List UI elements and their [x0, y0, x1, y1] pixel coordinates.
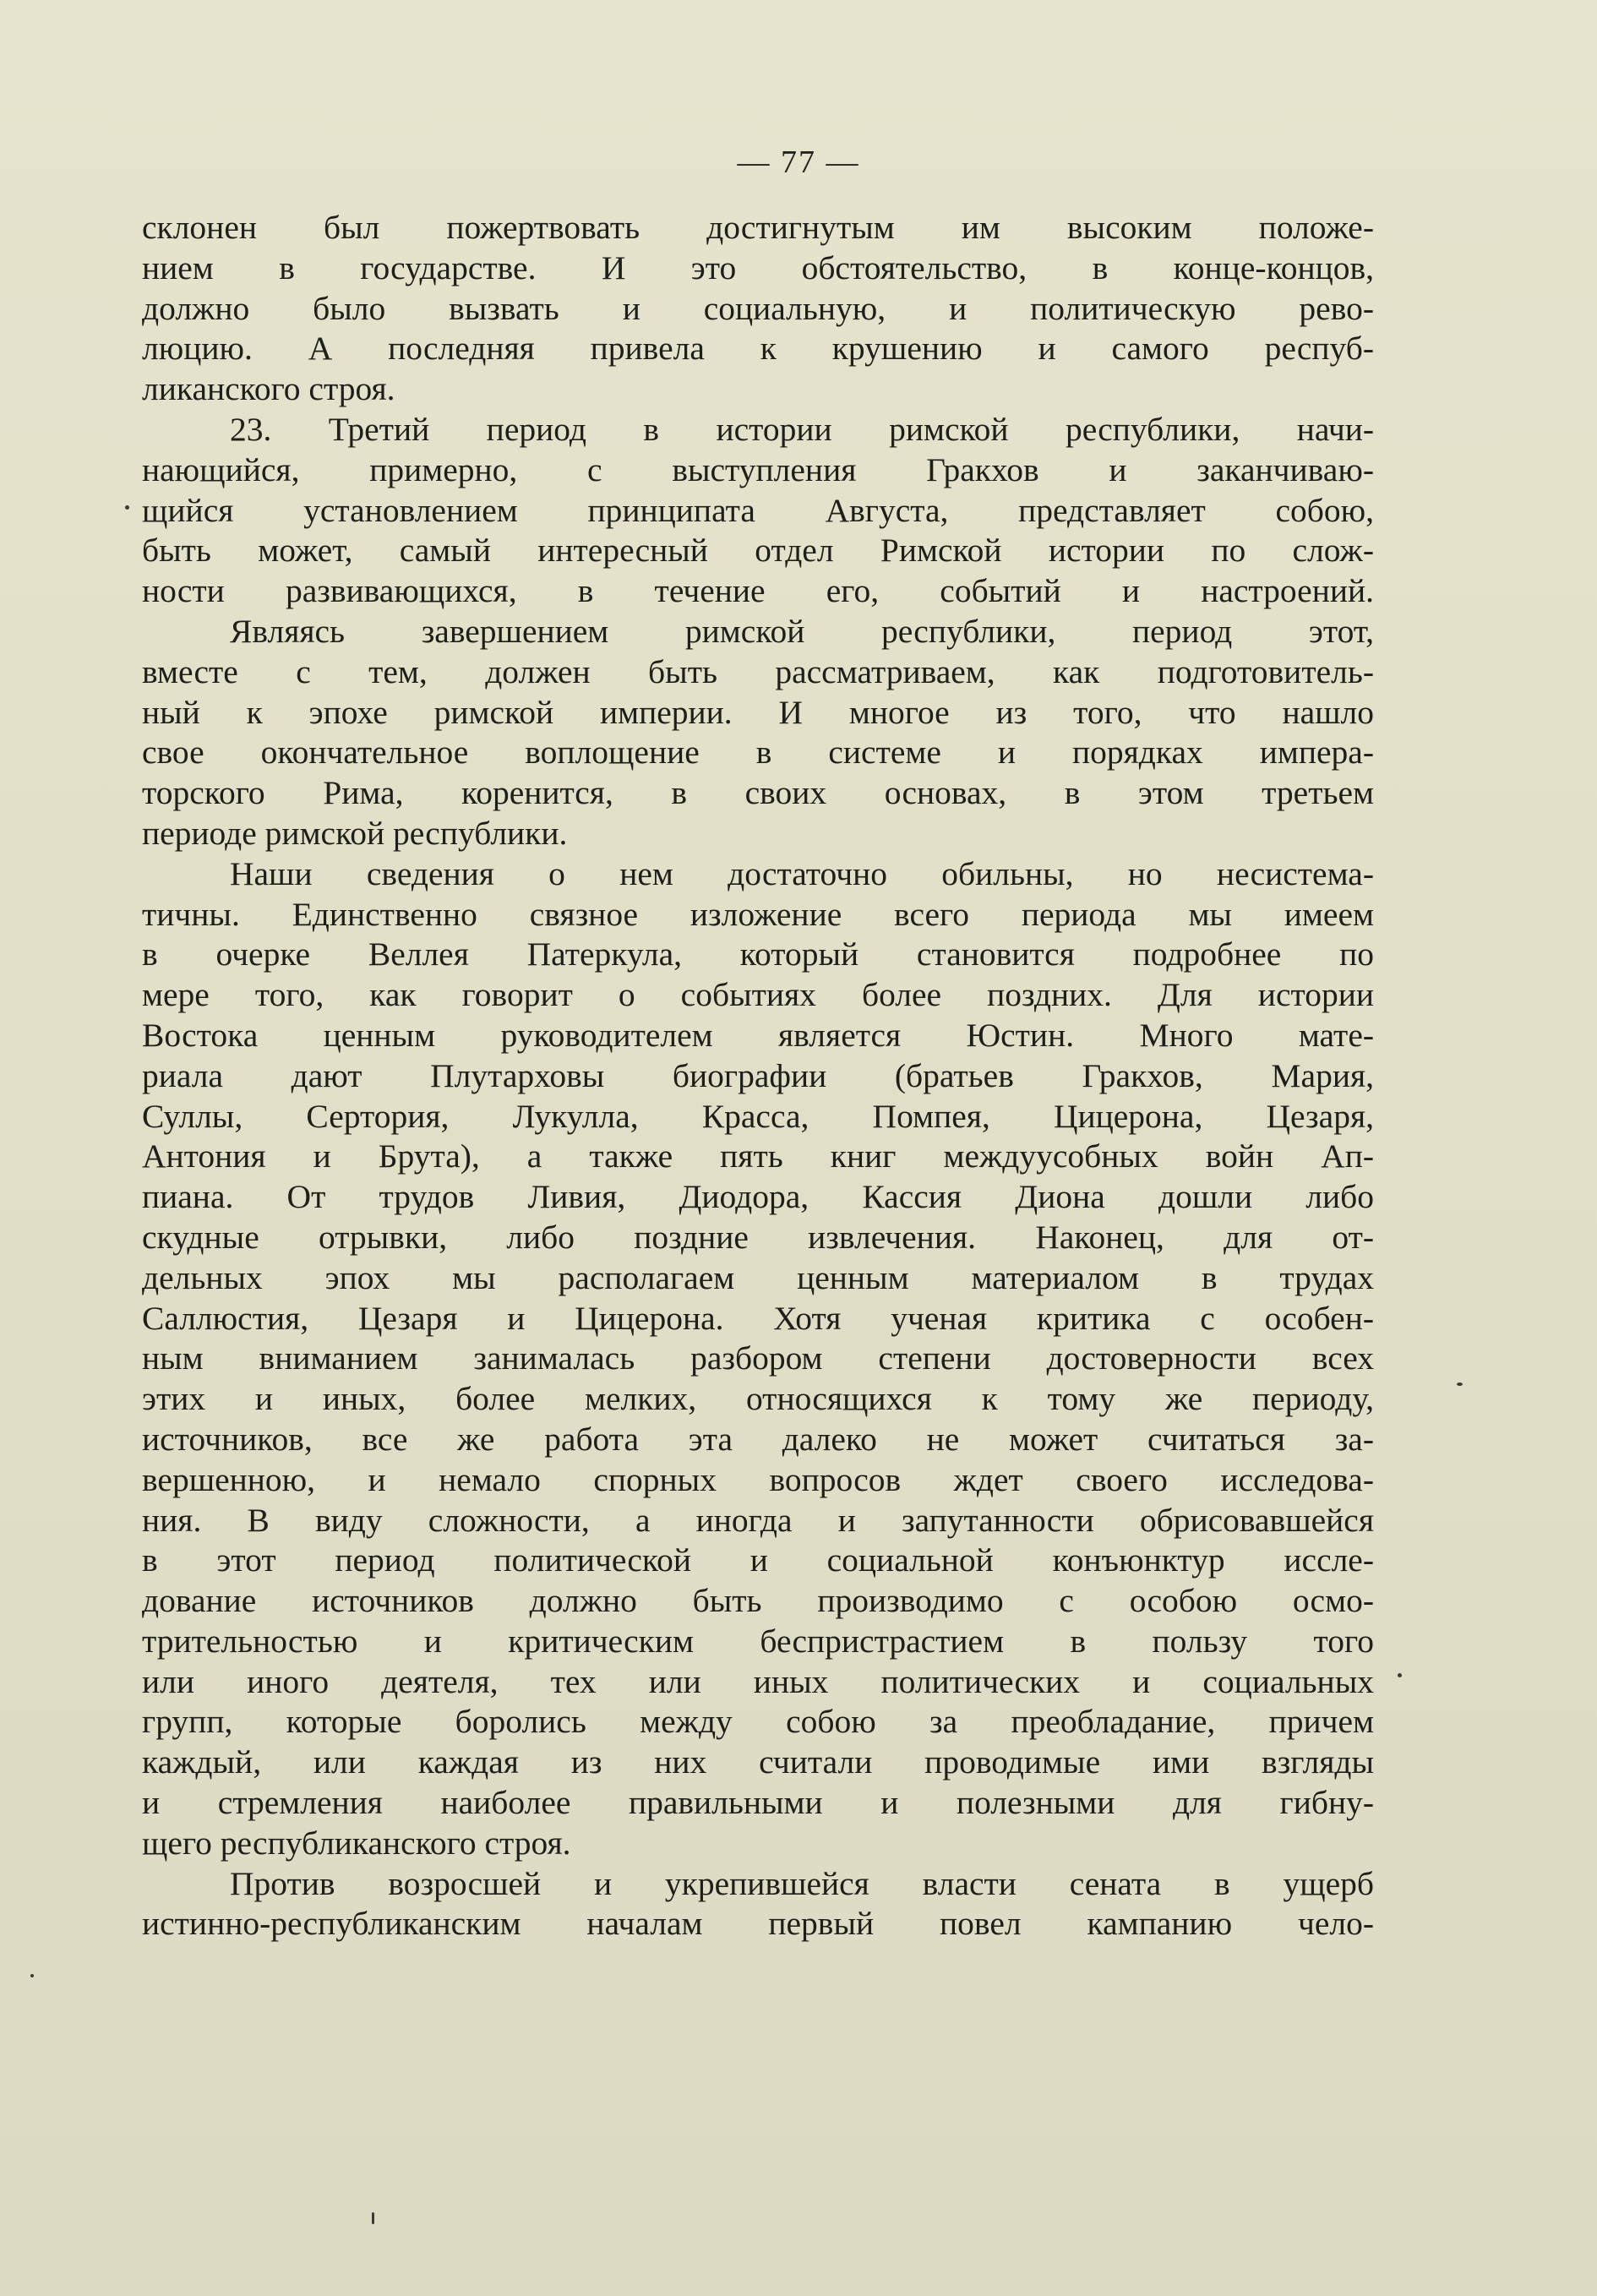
text-line: ликанского строя. [142, 370, 395, 408]
text-line: трительностью и критическим беспристрастием в пользу того [142, 1622, 1374, 1660]
text-line: люцию. А последняя привела к крушению и самого респуб- [142, 330, 1374, 368]
text-line: ный к эпохе римской империи. И многое из того, что нашло [142, 693, 1374, 731]
text-line: 23. Третий период в истории римской республики, начи- [230, 410, 1374, 448]
text-line: ния. В виду сложности, а иногда и запутанности обрисовавшейся [142, 1501, 1374, 1539]
text-line: ным вниманием занималась разбором степени достоверности всех [142, 1339, 1374, 1377]
text-line: вместе с тем, должен быть рассматриваем, как подготовитель- [142, 652, 1374, 690]
text-line: нием в государстве. И это обстоятельство, в конце-концов, [142, 248, 1374, 286]
text-line: должно было вызвать и социальную, и политическую рево- [142, 289, 1374, 327]
text-line: риала дают Плутарховы биографии (братьев Гракхов, Мария, [142, 1056, 1374, 1094]
text-line: пиана. От трудов Ливия, Диодора, Кассия Диона дошли либо [142, 1178, 1374, 1216]
text-line: Саллюстия, Цезаря и Цицерона. Хотя ученая критика с особен- [142, 1299, 1374, 1337]
page-number: — 77 — [737, 145, 860, 180]
text-line: истинно-республиканским началам первый повел кампанию чело- [142, 1905, 1374, 1943]
body-text [142, 208, 1374, 1944]
text-line: торского Рима, коренится, в своих основах, в этом третьем [142, 774, 1374, 812]
paper-speck [125, 505, 129, 510]
text-line: Востока ценным руководителем является Юстин. Много мате- [142, 1016, 1374, 1054]
text-line: быть может, самый интересный отдел Римской истории по слож- [142, 532, 1374, 570]
paper-speck [1457, 1383, 1463, 1386]
text-line: этих и иных, более мелких, относящихся к тому же периоду, [142, 1380, 1374, 1418]
text-line: или иного деятеля, тех или иных политических и социальных [142, 1662, 1374, 1700]
text-line: Против возросшей и укрепившейся власти сената в ущерб [230, 1864, 1374, 1902]
text-line: щего республиканского строя. [142, 1824, 571, 1862]
text-line: Антония и Брута), а также пять книг междуусобных войн Ап- [142, 1137, 1374, 1175]
text-line: мере того, как говорит о событиях более поздних. Для истории [142, 976, 1374, 1014]
text-line: периоде римской республики. [142, 814, 568, 852]
paper-speck [1398, 1673, 1402, 1677]
text-line: склонен был пожертвовать достигнутым им высоким положе- [142, 209, 1374, 246]
text-line: щийся установлением принципата Августа, представляет собою, [142, 491, 1374, 529]
text-line: источников, все же работа эта далеко не может считаться за- [142, 1420, 1374, 1458]
text-line: дельных эпох мы располагаем ценным материалом в трудах [142, 1258, 1374, 1296]
text-line: нающийся, примерно, с выступления Гракхов и заканчиваю- [142, 450, 1374, 488]
text-line: в очерке Веллея Патеркула, который становится подробнее по [142, 935, 1374, 973]
text-line: тичны. Единственно связное изложение всего периода мы имеем [142, 895, 1374, 933]
text-line: свое окончательное воплощение в системе и порядках импера- [142, 734, 1374, 772]
text-line: каждый, или каждая из них считали проводимые ими взгляды [142, 1743, 1374, 1781]
text-line: в этот период политической и социальной конъюнктур иссле- [142, 1541, 1374, 1579]
text-line: Наши сведения о нем достаточно обильны, но несистема- [230, 854, 1374, 892]
text-line: Суллы, Сертория, Лукулла, Красса, Помпея, Цицерона, Цезаря, [142, 1097, 1374, 1135]
paper-speck [372, 2212, 374, 2224]
text-line: вершенною, и немало спорных вопросов ждет своего исследова- [142, 1460, 1374, 1498]
text-line: скудные отрывки, либо поздние извлечения. Наконец, для от- [142, 1218, 1374, 1256]
text-line: групп, которые боролись между собою за преобладание, причем [142, 1703, 1374, 1741]
text-line: и стремления наиболее правильными и полезными для гибну- [142, 1784, 1374, 1822]
paper-speck [30, 1974, 34, 1977]
text-line: дование источников должно быть производимо с особою осмо- [142, 1582, 1374, 1620]
text-line: ности развивающихся, в течение его, событий и настроений. [142, 572, 1374, 610]
text-line: Являясь завершением римской республики, период этот, [230, 612, 1374, 650]
